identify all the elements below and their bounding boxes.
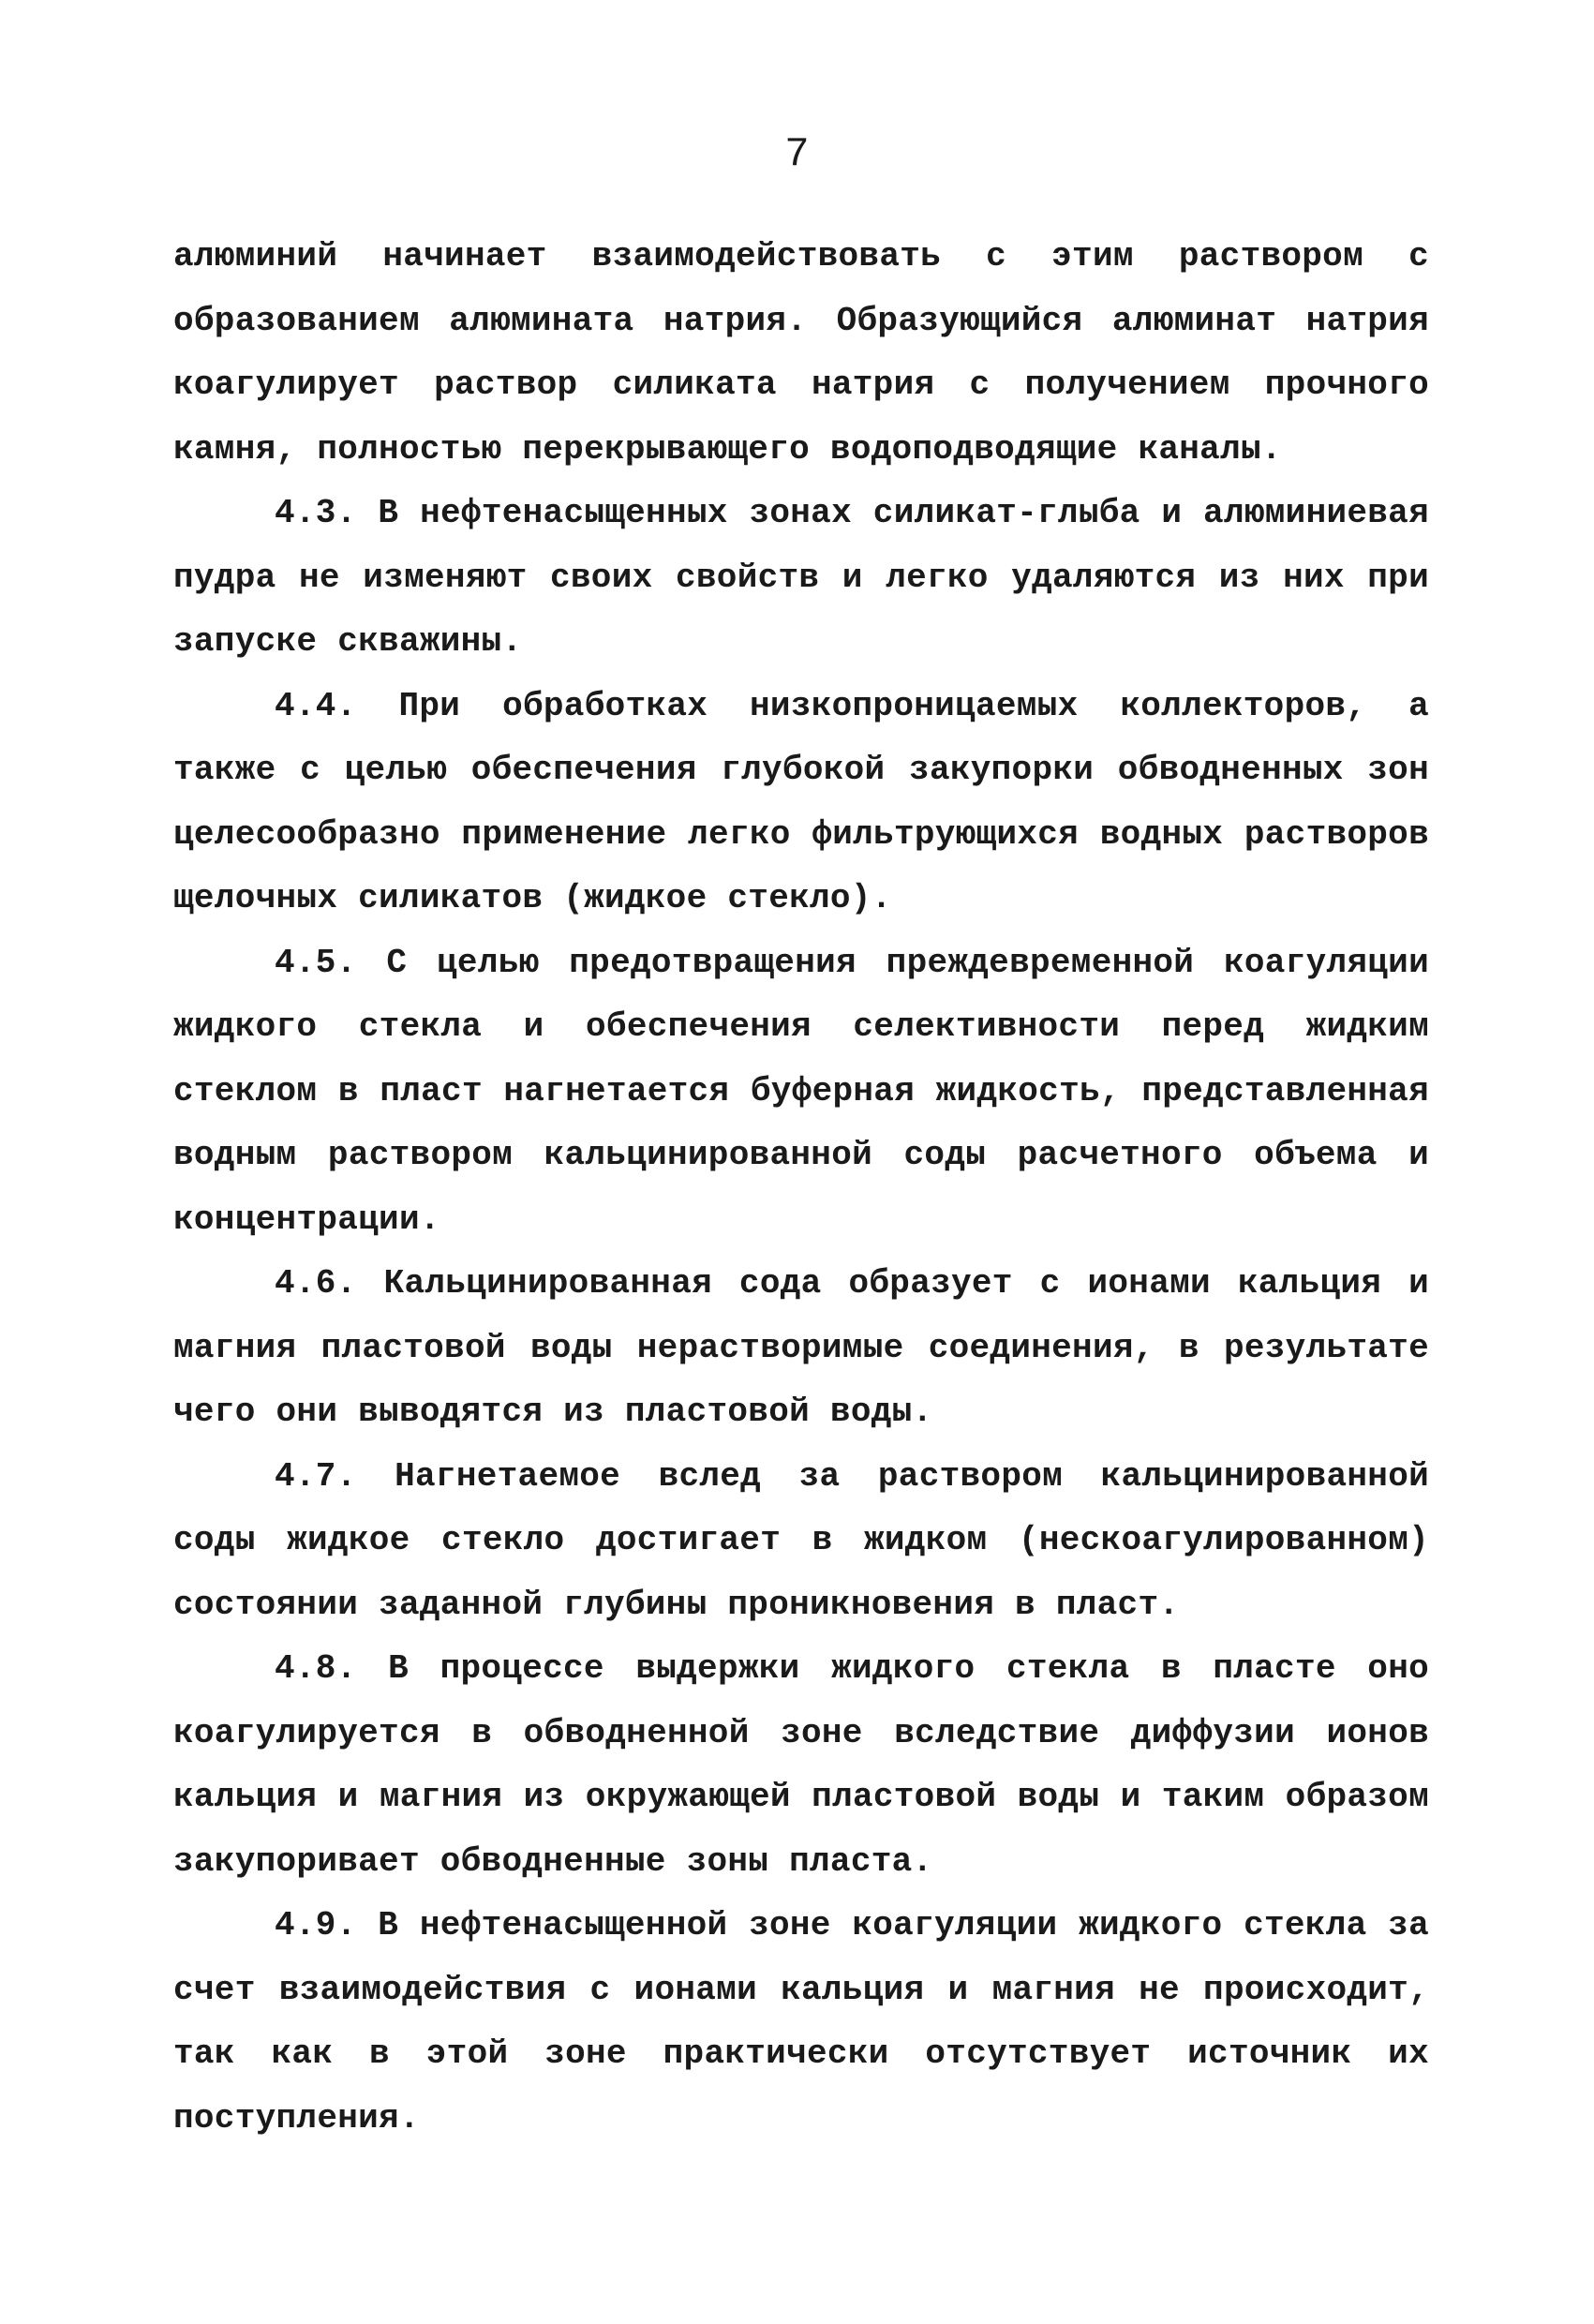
paragraph-4-4: 4.4. При обработках низкопроницаемых коллекторов, а также с целью обеспечения глубокой закупорки обводненных зон целесообразно применение легко фильтрующихся водных растворов щелочных силикатов (жидкое стекло). bbox=[173, 686, 1429, 917]
paragraph-4-6: 4.6. Кальцинированная сода образует с ионами кальция и магния пластовой воды нерастворимые соединения, в результате чего они выводятся из пластовой воды. bbox=[173, 1264, 1429, 1431]
page-number: 7 bbox=[784, 131, 810, 178]
paragraph-4-5: 4.5. С целью предотвращения преждевременной коагуляции жидкого стекла и обеспечения селективности перед жидким стеклом в пласт нагнетается буферная жидкость, представленная водным раствором кальцинированной соды расчетного объема и концентрации. bbox=[173, 943, 1429, 1239]
paragraph-4-9: 4.9. В нефтенасыщенной зоне коагуляции жидкого стекла за счет взаимодействия с ионами кальция и магния не происходит, так как в этой зоне практически отсутствует источник их поступления. bbox=[173, 1906, 1429, 2138]
document-body bbox=[173, 225, 1429, 2151]
paragraph-4-8: 4.8. В процессе выдержки жидкого стекла в пласте оно коагулируется в обводненной зоне вследствие диффузии ионов кальция и магния из окружающей пластовой воды и таким образом закупоривает обводненные зоны пласта. bbox=[173, 1649, 1429, 1881]
paragraph-continuation: алюминий начинает взаимодействовать с этим раствором с образованием алюмината натрия. Образующийся алюминат натрия коагулирует раствор силиката натрия с получением прочного камня, полностью перекрывающего водоподводящие каналы. bbox=[173, 237, 1429, 469]
paragraph-4-7: 4.7. Нагнетаемое вслед за раствором кальцинированной соды жидкое стекло достигает в жидком (нескоагулированном) состоянии заданной глубины проникновения в пласт. bbox=[173, 1456, 1429, 1624]
paragraph-4-3: 4.3. В нефтенасыщенных зонах силикат-глыба и алюминиевая пудра не изменяют своих свойств и легко удаляются из них при запуске скважины. bbox=[173, 494, 1429, 661]
